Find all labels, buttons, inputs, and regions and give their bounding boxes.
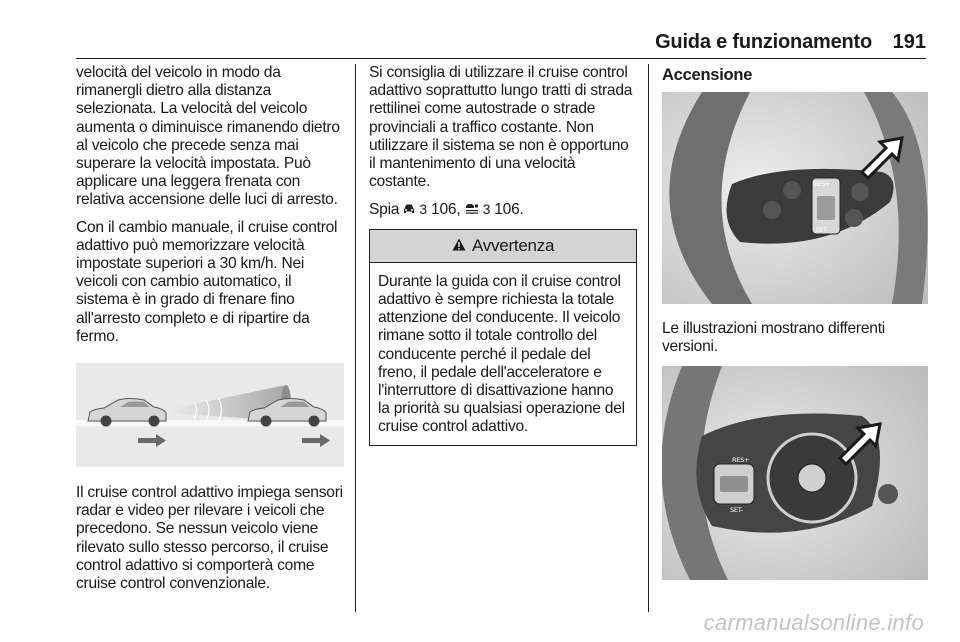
warning-text: Durante la guida con il cruise control adattivo è sempre richiesta la totale attenzione del conducente. Il veicolo rimane sotto il totale controllo del conducente perché il pedale del freno, il pedale dell'acceleratore e l'interruttore di disattivazione hanno la priorità su qualsiasi operazione del cruise control adattivo. (378, 272, 625, 436)
column-2 (369, 64, 637, 446)
header-rule (76, 58, 926, 59)
warning-title: Avvertenza (471, 235, 555, 255)
acc-toggle-button-graphic (851, 183, 869, 201)
section-heading: Accensione (662, 66, 753, 84)
set-label: SET- (730, 505, 743, 514)
col1-paragraph-3: Il cruise control adattivo impiega sensori radar e video per rilevare i veicoli che precedono. Se nessun veicolo viene rilevato sullo stesso percorso, il cruise control adattivo si comporterà come cruise control convenzionale. (76, 484, 343, 593)
spia-reference-2: 106. (494, 201, 524, 219)
speed-limiter-button-graphic (783, 181, 801, 199)
column-divider-2 (648, 64, 649, 612)
steering-wheel-figure-1 (662, 92, 928, 304)
acc-radar-illustration (76, 363, 344, 467)
col1-paragraph-1: velocità del veicolo in modo da rimanergli dietro alla distanza selezionata. La velocità del veicolo aumenta o diminuisce rimanendo dietro al veicolo che precede senza mai superare la velocità impostata. Può applicare una leggera frenata con relativa accensione delle luci di arresto. (76, 64, 340, 209)
figure-caption: Le illustrazioni mostrano differenti versioni. (662, 320, 886, 356)
distance-button-graphic (845, 209, 863, 227)
cross-reference-icon: 3 (419, 201, 427, 218)
spia-label: Spia (369, 201, 400, 219)
speed-rocker-center (817, 196, 835, 220)
res-label: RES+ (814, 181, 830, 189)
spia-line (369, 200, 637, 219)
radar-cone-figure (76, 363, 344, 467)
column-divider-1 (355, 64, 356, 612)
car-front-icon (403, 201, 415, 219)
cancel-button-graphic (763, 201, 781, 219)
page-number: 191 (892, 31, 926, 53)
steering-wheel-figure-2 (662, 366, 928, 580)
col2-paragraph-1: Si consiglia di utilizzare il cruise control adattivo soprattutto lungo tratti di strada rettilinei come autostrade o strade provinciali a traffico costante. Non utilizzare il sistema se non è opportuno il mantenimento di una velocità costante. (369, 64, 633, 191)
res-label: RES+ (732, 455, 750, 464)
warning-box (369, 229, 637, 446)
speed-rocker-center (720, 476, 748, 492)
column-3 (662, 64, 928, 580)
spia-reference-1: 106, (431, 201, 461, 219)
acc-distance-icon (465, 201, 479, 219)
column-1 (76, 64, 344, 602)
steering-wheel-illustration-2 (662, 366, 928, 580)
steering-wheel-illustration-1 (662, 92, 928, 304)
col1-paragraph-2: Con il cambio manuale, il cruise control adattivo può memorizzare velocità impostate superiori a 30 km/h. Nei veicoli con cambio automatico, il sistema è in grado di frenare fino all'arresto completo e di ripartire da fermo. (76, 218, 338, 345)
set-label: SET- (816, 227, 828, 235)
header-title: Guida e funzionamento (655, 31, 872, 53)
distance-button-graphic (878, 484, 898, 504)
warning-header (370, 230, 636, 263)
warning-triangle-icon (452, 238, 470, 255)
dial-center-button (798, 464, 826, 492)
watermark: carmanualsonline.info (703, 610, 924, 635)
cross-reference-icon: 3 (482, 201, 491, 218)
